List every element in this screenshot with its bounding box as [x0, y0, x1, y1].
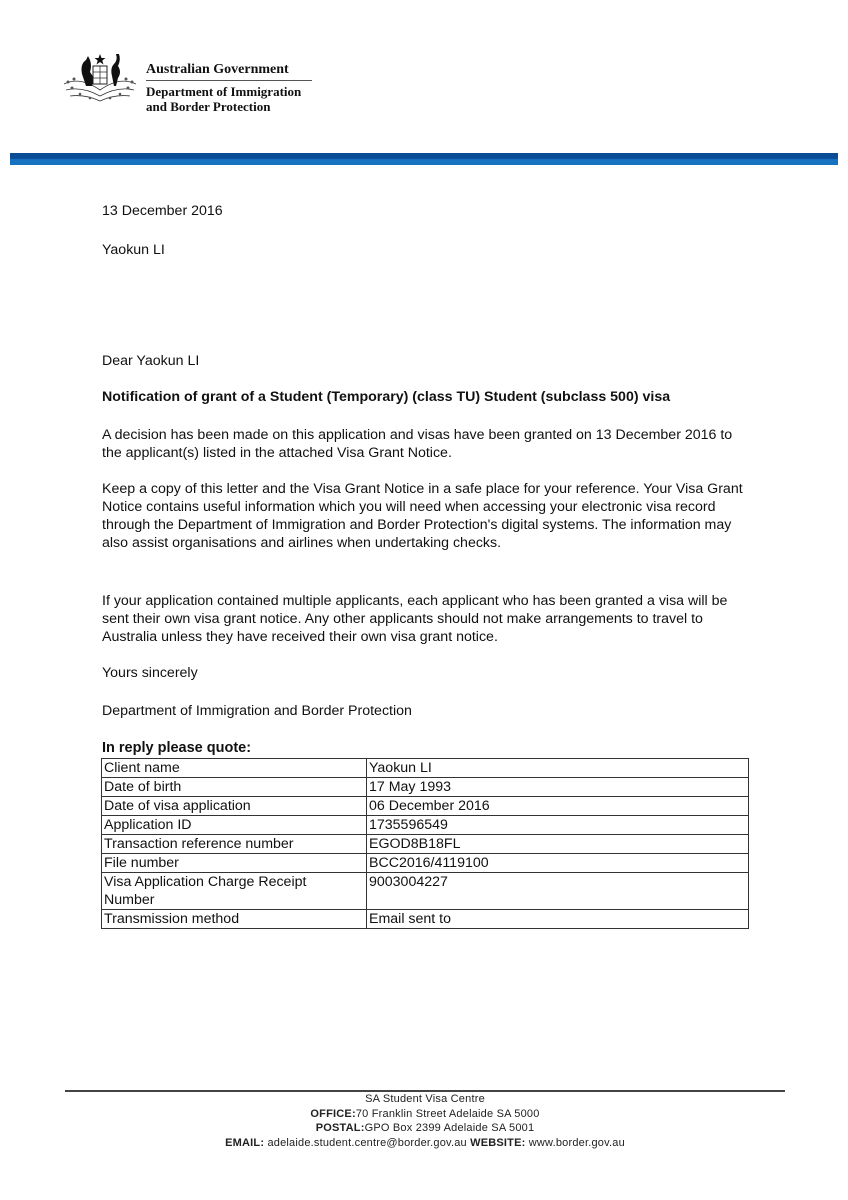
- footer-office: [65, 1107, 785, 1122]
- website-label: WEBSITE:: [470, 1136, 526, 1149]
- row-value: EGOD8B18FL: [367, 835, 749, 854]
- government-title: Australian Government: [146, 62, 289, 77]
- table-row: [102, 835, 749, 854]
- row-label: Transaction reference number: [102, 835, 367, 854]
- postal-label: POSTAL:: [315, 1122, 365, 1134]
- letter-subject: Notification of grant of a Student (Temporary) (class TU) Student (subclass 500) visa: [102, 389, 671, 405]
- table-row: [102, 816, 749, 835]
- recipient-name: Yaokun LI: [102, 242, 165, 258]
- office-label: OFFICE:: [310, 1107, 356, 1120]
- department-name-line2: and Border Protection: [146, 98, 271, 114]
- reply-heading: In reply please quote:: [102, 740, 252, 756]
- row-value: 9003004227: [367, 873, 749, 910]
- paragraph-decision: A decision has been made on this application and visas have been granted on 13 December 2016 to the applicant(s) listed in the attached Visa Grant Notice.: [102, 427, 733, 461]
- row-value: Yaokun LI: [367, 759, 749, 778]
- letter-date: 13 December 2016: [102, 203, 223, 219]
- row-label: Transmission method: [102, 910, 367, 929]
- footer-centre-name: SA Student Visa Centre: [365, 1093, 485, 1105]
- email-link[interactable]: adelaide.student.centre@border.gov.au: [267, 1136, 467, 1149]
- row-label: Application ID: [102, 816, 367, 835]
- table-row: [102, 873, 749, 910]
- row-label: Visa Application Charge Receipt Number: [102, 873, 367, 910]
- paragraph-keep-copy: Keep a copy of this letter and the Visa Grant Notice in a safe place for your reference. Your Visa Grant Notice contains useful information which you will need when accessing your electronic visa record through the Department of Immigration and Border Protection's digital systems. The information may also assist organisations and airlines when undertaking checks.: [102, 481, 743, 551]
- header-color-bar: [10, 153, 838, 165]
- footer-contact: [65, 1092, 785, 1150]
- row-value: 06 December 2016: [367, 797, 749, 816]
- table-row: [102, 910, 749, 929]
- row-label: File number: [102, 854, 367, 873]
- row-value: BCC2016/4119100: [367, 854, 749, 873]
- table-row: [102, 854, 749, 873]
- salutation: Dear Yaokun LI: [102, 353, 200, 369]
- office-address: 70 Franklin Street Adelaide SA 5000: [355, 1107, 540, 1120]
- table-row: [102, 759, 749, 778]
- row-value: 1735596549: [367, 816, 749, 835]
- table-row: [102, 778, 749, 797]
- header-divider: [146, 80, 312, 81]
- reference-table: [101, 758, 749, 929]
- row-value: 17 May 1993: [367, 778, 749, 797]
- website-link[interactable]: www.border.gov.au: [528, 1136, 625, 1149]
- footer-postal: [65, 1121, 785, 1136]
- signatory: Department of Immigration and Border Protection: [102, 703, 412, 719]
- table-row: [102, 797, 749, 816]
- row-value: Email sent to: [367, 910, 749, 929]
- footer-email-website: [65, 1136, 785, 1151]
- email-label: EMAIL:: [225, 1136, 265, 1149]
- department-name-line1: Department of Immigration: [146, 84, 302, 99]
- postal-address: GPO Box 2399 Adelaide SA 5001: [364, 1122, 535, 1134]
- row-label: Client name: [102, 759, 367, 778]
- paragraph-multiple-applicants: If your application contained multiple applicants, each applicant who has been granted a visa will be sent their own visa grant notice. Any other applicants should not make arrangements to travel to Australia unless they have received their own visa grant notice.: [102, 593, 728, 645]
- agency-identifier: [146, 62, 314, 114]
- row-label: Date of birth: [102, 778, 367, 797]
- row-label: Date of visa application: [102, 797, 367, 816]
- closing: Yours sincerely: [102, 665, 198, 681]
- coat-of-arms-icon: [60, 46, 140, 106]
